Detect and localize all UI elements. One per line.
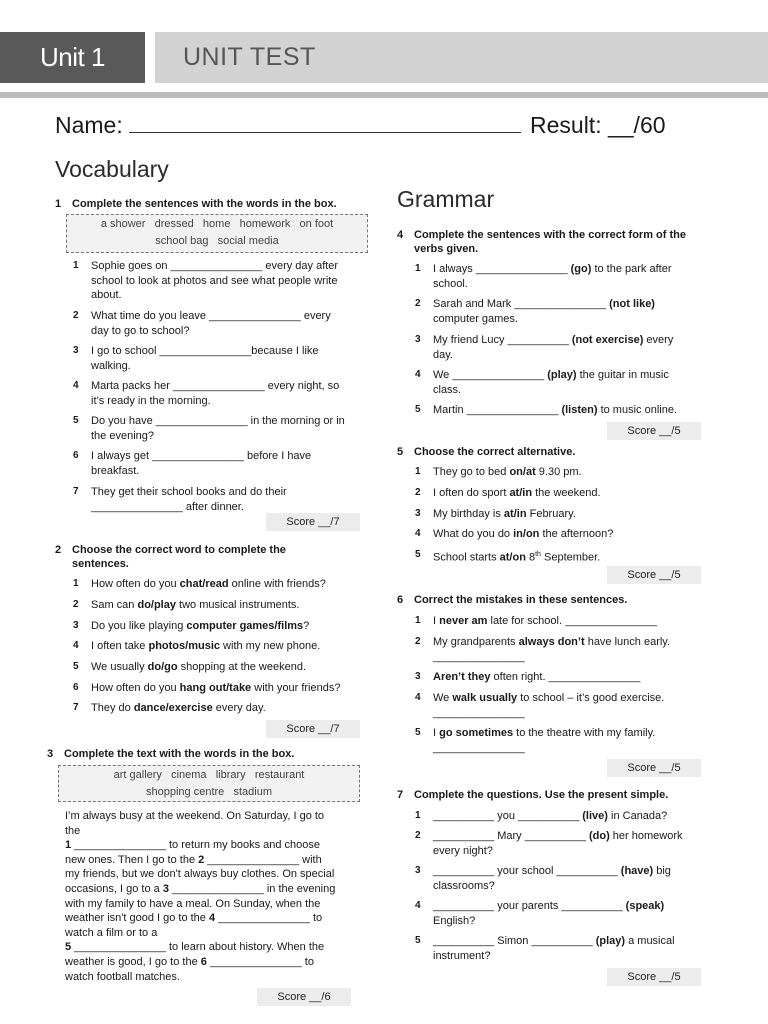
item-text [91, 681, 340, 696]
word-box-line: school bag social media [155, 235, 279, 247]
item-line: Marta packs her _______________ every night, so [91, 380, 340, 392]
item-text-pre: We [433, 692, 453, 704]
item-text-post: late for school. _______________ [487, 615, 657, 627]
exercise-number: 3 [47, 748, 54, 760]
item-text-pre: I [433, 615, 440, 627]
item-text-post: big [653, 865, 671, 877]
item-number: 5 [73, 415, 79, 426]
exercise-number: 1 [55, 198, 62, 210]
item-text [91, 485, 287, 514]
paragraph-line: occasions, I go to a 3 _______________ in the evening [65, 882, 336, 895]
item-line: _______________ [433, 741, 525, 754]
item-text-bold: (not exercise) [571, 334, 644, 346]
item-line: breakfast. [91, 464, 140, 477]
result-label: Result: __/60 [530, 112, 666, 138]
item-text-bold: go sometimes [439, 727, 514, 739]
item-text-post: to the park after [591, 263, 672, 275]
item-text-pre: I [433, 727, 440, 739]
item-text-pre: My birthday is [433, 508, 504, 520]
item-text-bold: dance/exercise [133, 702, 213, 714]
paragraph-line: watch a film or to a [65, 926, 158, 939]
item-number: 2 [73, 310, 79, 321]
item-text-post: September. [540, 551, 601, 564]
item-text-pre: My friend Lucy __________ [433, 334, 572, 346]
item-text-bold: (do) [588, 830, 610, 842]
exercise-instruction: Complete the sentences with the words in the box. [72, 198, 337, 210]
vocabulary-title: Vocabulary [55, 156, 169, 182]
item-number: 1 [73, 260, 79, 271]
grammar-title: Grammar [397, 186, 495, 212]
exercise-5-heading [397, 445, 727, 459]
item-text-post: with my new phone. [220, 640, 321, 652]
item-text-bold: never am [439, 615, 488, 627]
item-text [91, 577, 326, 592]
item-line: it’s ready in the morning. [91, 394, 211, 407]
item-text-pre: They do [91, 702, 134, 714]
item-text [433, 465, 582, 480]
exercise-number: 7 [397, 789, 404, 801]
item-text [433, 829, 683, 858]
item-number: 4 [73, 380, 79, 391]
item-text [433, 691, 664, 720]
item-text-bold: (play) [595, 935, 626, 947]
item-line: I always get _______________ before I have [91, 450, 312, 462]
paragraph-line: I’m always busy at the weekend. On Saturday, I go to [65, 810, 325, 822]
exercise-6-heading [397, 593, 727, 607]
item-number: 3 [415, 671, 421, 682]
item-text-post: 8 [525, 551, 536, 564]
item-number: 5 [73, 661, 79, 672]
item-text-pre: How often do you [91, 578, 180, 590]
item-text [433, 486, 601, 501]
name-label: Name: [55, 112, 123, 138]
exercise-3-text [65, 809, 365, 984]
item-text-pre: Sam can [91, 599, 138, 611]
exercise-number: 2 [55, 544, 62, 556]
item-line: school. [433, 277, 468, 290]
score-box: Score __/6 [257, 988, 351, 1006]
item-text [91, 344, 319, 373]
item-text-pre: __________ your school __________ [433, 865, 621, 877]
item-text-pre: How often do you [91, 682, 180, 694]
exercise-7-heading [397, 788, 727, 802]
item-text-post: the afternoon? [539, 528, 614, 540]
item-text-bold: Aren’t they [433, 671, 491, 683]
item-text-pre: School starts [433, 551, 500, 564]
score-box: Score __/5 [607, 759, 701, 777]
exercise-number: 4 [397, 229, 404, 241]
item-text-pre: I often take [91, 640, 149, 652]
item-line: walking. [91, 359, 131, 372]
paragraph-line: 5 _______________ to learn about history. When the [65, 941, 325, 954]
paragraph-line: weather isn't good I go to the 4 _______________ to [65, 912, 323, 925]
unit-tab: Unit 1 [0, 32, 145, 83]
item-text-pre: Sarah and Mark _______________ [433, 298, 610, 310]
item-text-bold: (listen) [561, 404, 598, 416]
item-line: the evening? [91, 429, 154, 442]
item-number: 4 [415, 528, 421, 539]
item-line: every night? [433, 844, 493, 857]
item-number: 5 [415, 935, 421, 946]
item-text-bold: at/on [499, 551, 526, 564]
item-text-bold: (not like) [609, 298, 655, 310]
item-text-bold: always don’t [518, 636, 585, 648]
item-number: 2 [415, 830, 421, 841]
item-text-post: 9.30 pm. [535, 466, 582, 478]
item-number: 1 [73, 578, 79, 589]
item-text [433, 670, 640, 685]
exercise-number: 6 [397, 594, 404, 606]
exercise-3-heading [47, 747, 367, 761]
item-text-bold: (play) [547, 369, 577, 381]
paragraph-line: 1 _______________ to return my books and choose [65, 839, 321, 852]
item-line: day to go to school? [91, 324, 190, 337]
item-text-post: to the theatre with my family. [513, 727, 656, 739]
item-text-bold: (have) [620, 865, 654, 877]
item-text-pre: I often do sport [433, 487, 510, 499]
item-number: 2 [415, 487, 421, 498]
item-text-pre: What do you do [433, 528, 514, 540]
item-text-sup: th [535, 551, 541, 558]
item-text-bold: walk usually [452, 692, 518, 704]
score-box: Score __/5 [607, 566, 701, 584]
item-text-post: the guitar in music [576, 369, 669, 381]
item-number: 1 [415, 615, 421, 626]
item-text-bold: in/on [513, 528, 540, 540]
exercise-instruction [414, 228, 686, 256]
item-number: 3 [73, 345, 79, 356]
instruction-line: verbs given. [414, 243, 479, 255]
item-number: 1 [415, 810, 421, 821]
item-number: 2 [415, 636, 421, 647]
item-line: class. [433, 383, 462, 396]
item-line: day. [433, 348, 453, 361]
item-number: 1 [415, 263, 421, 274]
item-line: English? [433, 914, 476, 927]
word-box-line: art gallery cinema library restaurant [113, 769, 305, 781]
item-text-pre: __________ Simon __________ [433, 935, 596, 947]
item-text-bold: chat/read [179, 578, 229, 590]
item-text-bold: at/in [503, 508, 527, 520]
item-text-pre: My grandparents [433, 636, 519, 648]
item-text [91, 701, 266, 716]
paragraph-line: the [65, 824, 81, 837]
item-text-post: ? [303, 620, 310, 632]
item-text-bold: (go) [570, 263, 592, 275]
instruction-line: sentences. [72, 558, 129, 570]
word-box-1 [66, 214, 368, 253]
item-number: 2 [73, 599, 79, 610]
item-text [91, 259, 338, 303]
item-text-bold: computer games/films [186, 620, 304, 632]
item-text [433, 809, 667, 824]
item-number: 3 [415, 334, 421, 345]
item-text-post: in Canada? [607, 810, 668, 822]
item-line: school to look at photos and see what people write [91, 274, 338, 287]
header-divider [0, 92, 768, 98]
item-text-pre: They go to bed [433, 466, 510, 478]
exercise-1-heading [55, 197, 375, 211]
item-text-post: two musical instruments. [175, 599, 300, 611]
item-line: What time do you leave _______________ every [91, 310, 331, 322]
item-text [91, 379, 339, 408]
item-text [91, 619, 309, 634]
item-text-post: often right. _______________ [490, 671, 641, 683]
item-text [433, 614, 657, 629]
item-number: 4 [415, 900, 421, 911]
item-text-bold: (live) [582, 810, 608, 822]
item-text-bold: at/in [509, 487, 533, 499]
item-text [433, 403, 677, 418]
paragraph-line: new ones. Then I go to the 2 _______________ with [65, 853, 322, 866]
item-text-bold: (speak) [625, 900, 665, 912]
item-text-pre: __________ your parents __________ [433, 900, 626, 912]
item-number: 5 [415, 549, 421, 560]
score-box: Score __/5 [607, 968, 701, 986]
item-text-pre: We _______________ [433, 369, 548, 381]
item-text [433, 262, 672, 291]
item-line: instrument? [433, 949, 491, 962]
instruction-line: Complete the sentences with the correct form of the [414, 229, 686, 241]
item-number: 1 [415, 466, 421, 477]
item-text [433, 527, 613, 542]
item-text-post: the weekend. [532, 487, 601, 499]
item-number: 6 [73, 682, 79, 693]
item-text [433, 333, 673, 362]
item-text-post: every day. [212, 702, 266, 714]
exercise-2-heading [55, 543, 375, 571]
item-number: 4 [415, 369, 421, 380]
item-line: about. [91, 289, 122, 301]
score-box: Score __/7 [266, 513, 360, 531]
item-text-post: every [643, 334, 674, 346]
item-text-post: shopping at the weekend. [177, 661, 307, 673]
item-line: They get their school books and do their [91, 486, 287, 498]
item-line: Do you have _______________ in the morning or in [91, 415, 345, 427]
item-text-pre: __________ Mary __________ [433, 830, 589, 842]
item-number: 4 [415, 692, 421, 703]
item-number: 6 [73, 450, 79, 461]
item-text [91, 414, 345, 443]
item-text [91, 639, 320, 654]
item-number: 7 [73, 702, 79, 713]
item-text-pre: Do you like playing [91, 620, 187, 632]
item-text [433, 899, 664, 928]
item-number: 5 [415, 727, 421, 738]
word-box-3 [58, 765, 360, 802]
item-text-bold: do/go [147, 661, 178, 673]
item-text-post: have lunch early. [584, 636, 671, 648]
item-text-pre: I always _______________ [433, 263, 571, 275]
item-text [433, 726, 655, 755]
item-line: _______________ after dinner. [91, 500, 244, 513]
item-text-post: to music online. [597, 404, 677, 416]
item-number: 4 [73, 640, 79, 651]
name-blank [129, 112, 521, 133]
item-text-bold: photos/music [148, 640, 220, 652]
score-box: Score __/7 [266, 720, 360, 738]
item-text-post: with your friends? [251, 682, 341, 694]
item-text [433, 507, 576, 522]
item-number: 5 [415, 404, 421, 415]
paragraph-line: my friends, but we don't always buy clothes. On special [65, 868, 335, 881]
item-text-bold: on/at [509, 466, 536, 478]
paragraph-line: with my family to have a meal. On Sunday, when the [65, 897, 321, 910]
name-field [55, 112, 521, 139]
item-line: I go to school _______________because I like [91, 345, 319, 357]
paragraph-line: weather is good, I go to the 6 _______________ to [65, 955, 314, 968]
item-line: computer games. [433, 312, 518, 325]
item-number: 3 [415, 508, 421, 519]
score-box: Score __/5 [607, 422, 701, 440]
item-text-bold: hang out/take [179, 682, 252, 694]
exercise-instruction: Correct the mistakes in these sentences. [414, 594, 628, 606]
item-number: 3 [73, 620, 79, 631]
item-text-pre: We usually [91, 661, 148, 673]
exercise-instruction: Complete the text with the words in the box. [64, 748, 295, 760]
exercise-4-heading [397, 228, 727, 256]
item-text-post: her homework [609, 830, 683, 842]
item-text [91, 598, 299, 613]
item-line: classrooms? [433, 879, 495, 892]
item-text [91, 660, 306, 675]
item-line: _______________ [433, 650, 525, 663]
word-box-line: shopping centre stadium [146, 786, 272, 798]
item-text-post: February. [526, 508, 576, 520]
exercise-instruction [72, 543, 286, 571]
item-text [433, 297, 655, 326]
item-text-post: to school – it’s good exercise. [517, 692, 665, 704]
item-text [433, 548, 600, 565]
item-text [433, 864, 671, 893]
item-text-bold: do/play [137, 599, 176, 611]
paragraph-line: watch football matches. [65, 970, 180, 983]
item-number: 3 [415, 865, 421, 876]
item-number: 2 [415, 298, 421, 309]
item-text-pre: __________ you __________ [433, 810, 583, 822]
instruction-line: Choose the correct word to complete the [72, 544, 286, 556]
word-box-line: a shower dressed home homework on foot [100, 218, 334, 230]
item-text [433, 635, 670, 664]
exercise-instruction: Complete the questions. Use the present simple. [414, 789, 669, 801]
item-text [433, 934, 675, 963]
exercise-number: 5 [397, 446, 404, 458]
page-title: UNIT TEST [155, 32, 768, 83]
item-line: Sophie goes on _______________ every day after [91, 260, 339, 272]
item-text [91, 449, 311, 478]
item-text [433, 368, 669, 397]
item-line: _______________ [433, 706, 525, 719]
item-text [91, 309, 331, 338]
item-text-post: a musical [625, 935, 675, 947]
item-number: 7 [73, 486, 79, 497]
item-text-post: online with friends? [228, 578, 326, 590]
exercise-instruction: Choose the correct alternative. [414, 446, 576, 458]
item-text-pre: Martin _______________ [433, 404, 562, 416]
